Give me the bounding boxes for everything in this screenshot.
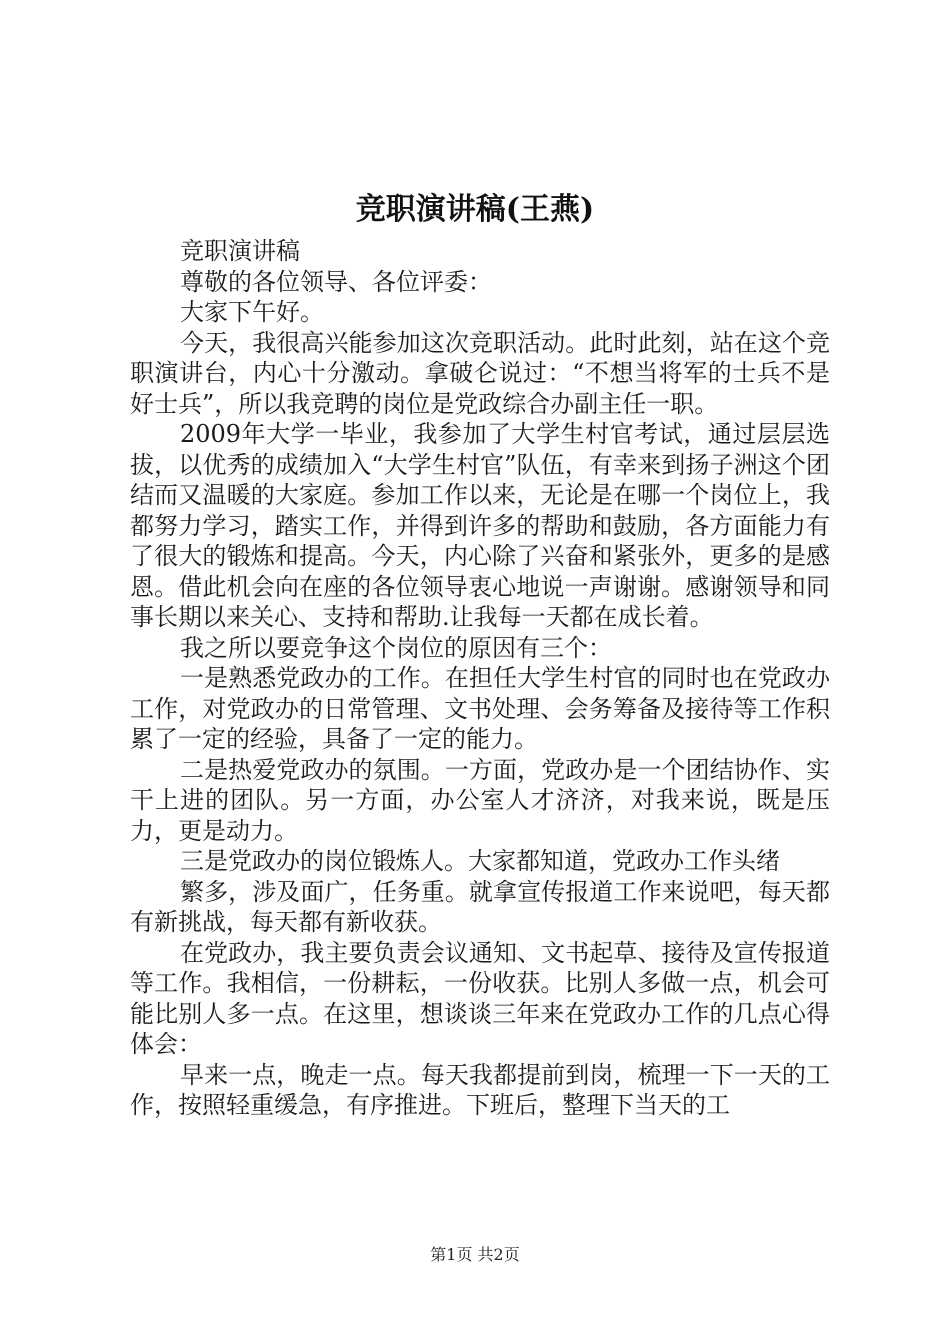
paragraph: 2009年大学一毕业，我参加了大学生村官考试，通过层层选拔，以优秀的成绩加入“大学生村官”队伍，有幸来到扬子洲这个团结而又温暖的大家庭。参加工作以来，无论是在哪一个岗位上，我都努力学习，踏实工作，并得到许多的帮助和鼓励，各方面能力有了很大的锻炼和提高。今天，内心除了兴奋和紧张外，更多的是感恩。借此机会向在座的各位领导衷心地说一声谢谢。感谢领导和同事长期以来关心、支持和帮助.让我每一天都在成长着。: [130, 420, 830, 631]
paragraph: 早来一点，晚走一点。每天我都提前到岗，梳理一下一天的工作，按照轻重缓急，有序推进。下班后，整理下当天的工: [130, 1060, 830, 1119]
paragraph: 二是热爱党政办的氛围。一方面，党政办是一个团结协作、实干上进的团队。另一方面，办公室人才济济，对我来说，既是压力，更是动力。: [130, 755, 830, 845]
document-body: [130, 236, 830, 1121]
paragraph: 三是党政办的岗位锻炼人。大家都知道，党政办工作头绪: [180, 847, 780, 875]
paragraph: 竞职演讲稿: [180, 237, 300, 265]
document-title: 竞职演讲稿(王燕): [355, 192, 595, 227]
paragraph: 大家下午好。: [180, 298, 324, 326]
paragraph: 在党政办，我主要负责会议通知、文书起草、接待及宣传报道等工作。我相信，一份耕耘，一份收获。比别人多做一点，机会可能比别人多一点。在这里，想谈谈三年来在党政办工作的几点心得体会：: [130, 938, 830, 1058]
paragraph: 尊敬的各位领导、各位评委：: [180, 267, 492, 296]
paragraph: 我之所以要竞争这个岗位的原因有三个：: [180, 633, 612, 662]
paragraph: 繁多，涉及面广，任务重。就拿宣传报道工作来说吧，每天都有新挑战，每天都有新收获。: [130, 877, 830, 936]
page-footer: 第1页 共2页: [430, 1245, 520, 1264]
paragraph: 今天，我很高兴能参加这次竞职活动。此时此刻，站在这个竞职演讲台，内心十分激动。拿破仑说过：“不想当将军的士兵不是好士兵”，所以我竞聘的岗位是党政综合办副主任一职。: [130, 328, 830, 418]
paragraph: 一是熟悉党政办的工作。在担任大学生村官的同时也在党政办工作，对党政办的日常管理、文书处理、会务筹备及接待等工作积累了一定的经验，具备了一定的能力。: [130, 664, 830, 753]
